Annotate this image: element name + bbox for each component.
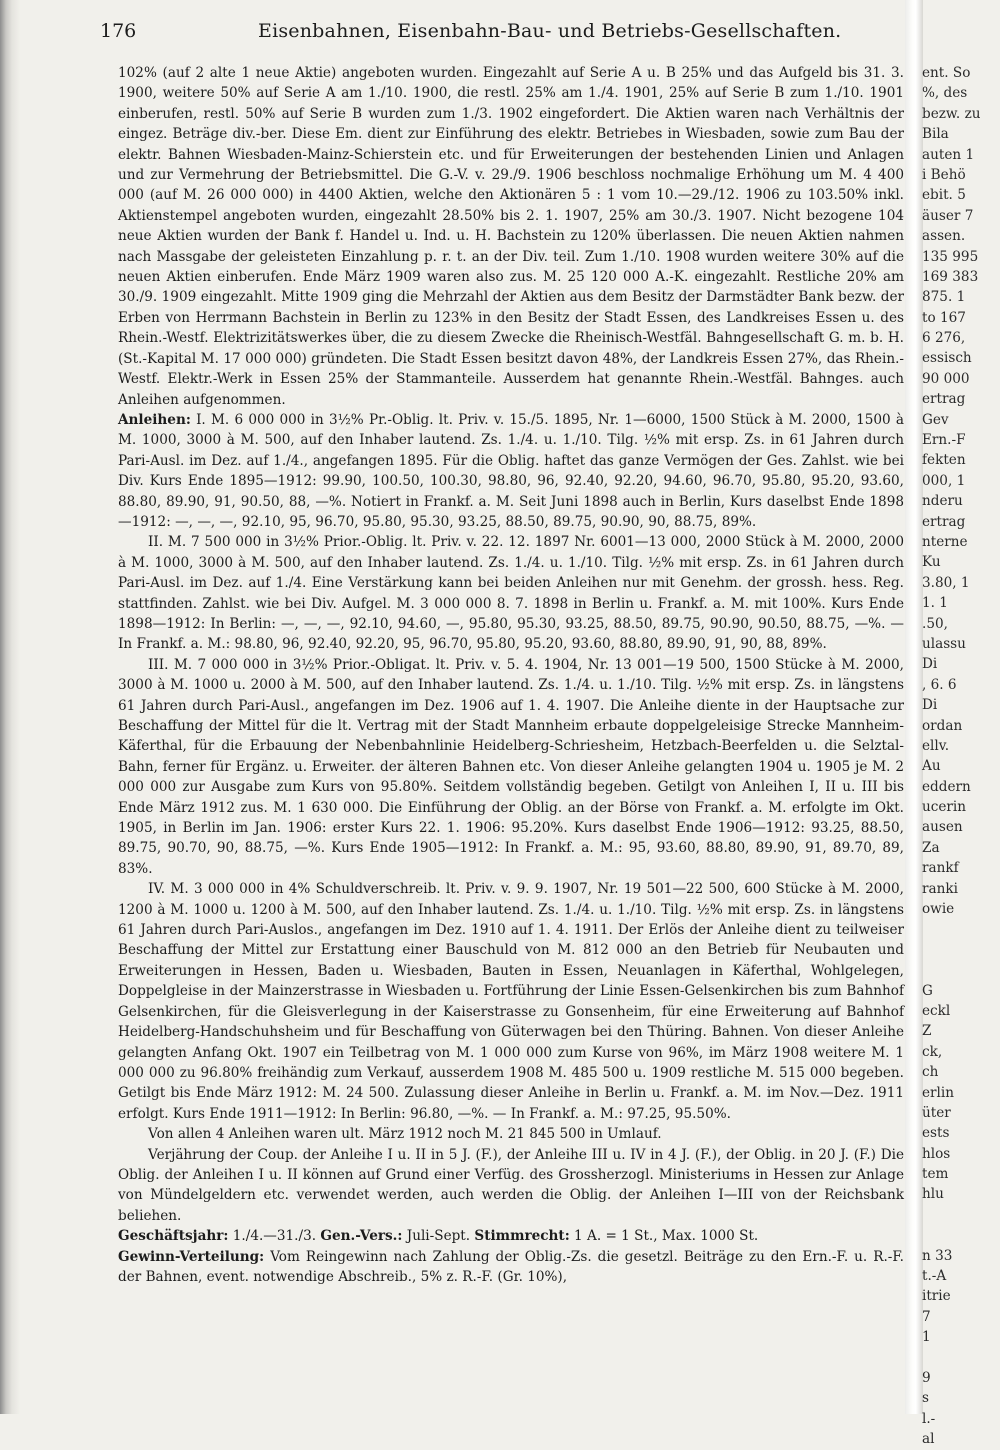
adjacent-page-fragment: essisch	[922, 350, 972, 367]
adjacent-page-fragment: 7	[922, 1308, 931, 1325]
adjacent-page-fragment: hlos	[922, 1145, 951, 1162]
adjacent-page-fragment: Gev	[922, 411, 949, 428]
paragraph	[118, 655, 904, 879]
adjacent-page-fragment: i Behö	[922, 166, 966, 183]
adjacent-page-fragment: n 33	[922, 1247, 953, 1264]
adjacent-page-fragment: Au	[922, 758, 941, 775]
adjacent-page-fragment: l.-	[922, 1410, 936, 1427]
running-header	[100, 12, 900, 46]
adjacent-page-fragment: hlu	[922, 1186, 944, 1203]
adjacent-page-fragment: ent. So	[922, 65, 971, 81]
adjacent-page-fragment: ausen	[922, 819, 963, 836]
adjacent-page-fragment: ucerin	[922, 799, 967, 816]
adjacent-page-fragment: , 6. 6	[922, 676, 957, 693]
section-label: Gen.-Vers.:	[320, 1228, 403, 1245]
adjacent-page-fragment	[922, 1348, 1000, 1368]
adjacent-page-fragment: Z	[922, 1023, 932, 1040]
adjacent-page-fragment: 9	[922, 1370, 931, 1386]
paragraph	[118, 1247, 904, 1288]
paragraph-text: IV. M. 3 000 000 in 4% Schuldverschreib. lt. Priv. v. 9. 9. 1907, Nr. 19 501—22 500, 600 Stücke à M. 2000, 1200 à M. 1000 u. 1200 à M. 500, auf den Inhaber lautend. Zs. 1./4. u. 1./10. Tilg. ½% mit ersp. Zs. in längstens 61 Jahren durch Pari-Auslos., angefangen im Dez. 1910 auf 1. 4. 1911. Der Erlös der Anleihe dient zu teilweiser Beschaffung der Mittel zur Erstattung einer Bauschuld von M. 812 000 an den Betrieb für Neubauten und Erweiterungen in Hessen, Baden u. Wiesbaden, Bauten in Essen, Neuanlagen in Käferthal, Wohlgelegen, Doppelgleise in der Mainzerstrasse in Wiesbaden u. Fortführung der Linie Essen-Gelsenkirchen bis zum Bahnhof Gelsenkirchen, für die Gleisverlegung in der Kaiserstrasse zu Gonsenheim, für eine Erweiterung auf Bahnhof Heidelberg-Handschuhsheim und für Beschaffung von Güterwagen bei den Thüring. Bahnen. Von dieser Anleihe gelangten Anfang Okt. 1907 ein Teilbetrag von M. 1 000 000 zum Kurse von 96%, im März 1908 weitere M. 1 000 000 zu 96.80% freihändig zum Verkauf, ausserdem 1908 M. 485 500 u. 1909 restliche M. 515 000 begeben. Getilgt bis Ende März 1912: M. 24 500. Zulassung dieser Anleihe in Berlin u. Frankf. a. M. im Nov.—Dez. 1911 erfolgt. Kurs Ende 1911—1912: In Berlin: 96.80, —%. — In Frankf. a. M.: 97.25, 95.50%.	[118, 881, 904, 1122]
adjacent-page-fragment: rankf	[922, 860, 959, 877]
paragraph-text: 102% (auf 2 alte 1 neue Aktie) angeboten wurden. Eingezahlt auf Serie A u. B 25% und das Aufgeld bis 31. 3. 1900, weitere 50% auf Serie A am 1./10. 1900, die restl. 25% am 1./4. 1901, 25% auf Serie B zum 1./10. 1901 einberufen, restl. 50% auf Serie B wurden zum 1./3. 1902 eingefordert. Die Aktien waren nach Verhältnis der eingez. Beträge div.-ber. Diese Em. dient zur Einführung des elektr. Betriebes in Wiesbaden, sowie zum Bau der elektr. Bahnen Wiesbaden-Mainz-Schierstein etc. und für Erweiterungen der bestehenden Linien und Anlagen und zur Vermehrung der Betriebsmittel. Die G.-V. v. 29./9. 1906 beschloss nochmalige Erhöhung um M. 4 400 000 (auf M. 26 000 000) in 4400 Aktien, welche den Aktionären 5 : 1 vom 10.—29./12. 1906 zu 103.50% inkl. Aktienstempel angeboten wurden, eingezahlt 28.50% bis 2. 1. 1907, 25% am 30./3. 1907. Nicht bezogene 104 neue Aktien wurden der Bank f. Handel u. Ind. u. H. Bachstein zu 120% überlassen. Die neuen Aktien nahmen nach Massgabe der geleisteten Einzahlung p. r. t. an der Div. teil. Zum 1./10. 1908 wurden weitere 30% auf die neuen Aktien einberufen. Ende März 1909 waren also zus. M. 25 120 000 A.-K. eingezahlt. Restliche 20% am 30./9. 1909 eingezahlt. Mitte 1909 ging die Mehrzahl der Aktien aus dem Besitz der Darmstädter Bank bezw. der Erben von Herrmann Bachstein in Berlin zu 123% in den Besitz der Stadt Essen, des Landkreises Essen u. des Rhein.-Westf. Elektrizitätswerkes über, die zu diesem Zwecke die Rheinisch-Westfäl. Bahngesellschaft G. m. b. H. (St.-Kapital M. 17 000 000) gründeten. Die Stadt Essen besitzt davon 48%, der Landkreis Essen 27%, das Rhein.-Westf. Elektr.-Werk in Essen 25% der Stammanteile. Ausserdem hat genannte Rhein.-Westfäl. Bahnges. auch Anleihen aufgenommen.	[118, 65, 904, 408]
main-text-column	[118, 63, 904, 1287]
adjacent-page-fragment: ordan	[922, 717, 963, 734]
adjacent-page-fragment: Ku	[922, 554, 941, 571]
paragraph-text: Juli-Sept.	[402, 1228, 475, 1245]
adjacent-page-fragment: Ern.-F	[922, 432, 966, 449]
adjacent-page-fragment: 875. 1	[922, 289, 966, 306]
paragraph	[118, 1145, 904, 1227]
adjacent-page-fragment: to 167	[922, 309, 966, 326]
adjacent-page-fragment: ertrag	[922, 391, 966, 408]
adjacent-page-fragment	[922, 1205, 1000, 1225]
section-label: Gewinn-Verteilung:	[118, 1248, 265, 1265]
adjacent-page-fragment: G	[922, 982, 933, 999]
paragraph	[118, 532, 904, 654]
paragraph	[118, 879, 904, 1124]
adjacent-page-fragment: t.-A	[922, 1268, 947, 1285]
adjacent-page-fragment: 6 276,	[922, 330, 966, 347]
adjacent-page-fragment	[922, 919, 1000, 939]
adjacent-page-fragment: %, des	[922, 85, 968, 102]
adjacent-page-fragment: 3.80, 1	[922, 574, 970, 591]
adjacent-page-fragment	[922, 1225, 1000, 1245]
paragraph-text: Verjährung der Coup. der Anleihe I u. II in 5 J. (F.), der Anleihe III u. IV in 4 J. (F.), der Oblig. in 20 J. (F.) Die Oblig. der Anleihen I u. II können auf Grund einer Verfüg. des Grossherzogl. Ministeriums in Hessen zur Anlage von Mündelgeldern etc. verwendet werden, auch werden die Oblig. der Anleihen I—III von der Reichsbank beliehen.	[118, 1146, 904, 1224]
adjacent-page-fragment: 1	[922, 1329, 931, 1346]
adjacent-page-fragment: Di	[922, 697, 938, 714]
adjacent-page-fragment: ebit. 5	[922, 187, 966, 204]
adjacent-page-fragment: eckl	[922, 1002, 951, 1019]
adjacent-page-fragment: .50,	[922, 615, 948, 632]
page-fold-strip	[905, 0, 923, 1414]
adjacent-page-fragment: ch	[922, 1064, 939, 1081]
paragraph	[118, 1226, 904, 1246]
adjacent-page-fragment: erlin	[922, 1084, 954, 1101]
adjacent-page-fragment: äuser 7	[922, 207, 974, 224]
adjacent-page-fragment: Bila	[922, 126, 949, 143]
adjacent-page-fragment: ests	[922, 1125, 950, 1142]
adjacent-page-fragment	[922, 940, 1000, 960]
adjacent-page-fragment: Za	[922, 839, 940, 856]
adjacent-page-fragment: 90 000	[922, 370, 970, 387]
paragraph-text: I. M. 6 000 000 in 3½% Pr.-Oblig. lt. Priv. v. 15./5. 1895, Nr. 1—6000, 1500 Stück à M. 2000, 1500 à M. 1000, 3000 à M. 500, auf den Inhaber lautend. Zs. 1./4. u. 1./10. Tilg. ½% mit ersp. Zs. in 61 Jahren durch Pari-Ausl. im Dez. auf 1./4., angefangen 1895. Für die Oblig. haftet das ganze Vermögen der Ges. Zahlst. wie bei Div. Kurs Ende 1895—1912: 99.90, 100.50, 100.30, 98.80, 96, 92.40, 92.20, 94.60, 96.70, 95.80, 95.20, 93.60, 88.80, 89.90, 91, 90.50, 88, —%. Notiert in Frankf. a. M. Seit Juni 1898 auch in Berlin, Kurs daselbst Ende 1898—1912: —, —, —, 92.10, 95, 96.70, 95.80, 95.30, 93.25, 88.50, 89.75, 90.90, 90, 88.75, 89%.	[118, 411, 904, 530]
adjacent-page-fragment: assen.	[922, 228, 966, 245]
adjacent-page-fragment: 1. 1	[922, 595, 948, 612]
adjacent-page-fragment: 135 995	[922, 248, 979, 265]
paragraph-text: II. M. 7 500 000 in 3½% Prior.-Oblig. lt. Priv. v. 22. 12. 1897 Nr. 6001—13 000, 2000 Stück à M. 2000, 2000 à M. 1000, 3000 à M. 500, auf den Inhaber lautend. Zs. 1./4. u. 1./10. Tilg. ½% mit ersp. Zs. in 61 Jahren durch Pari-Ausl. im Dez. auf 1./4. Eine Verstärkung kann bei beiden Anleihen nur mit Genehm. der grossh. hess. Reg. stattfinden. Zahlst. wie bei Div. Aufgel. M. 3 000 000 8. 7. 1898 in Berlin u. Frankf. a. M. mit 100%. Kurs Ende 1898—1912: In Berlin: —, —, —, 92.10, 94.60, —, 95.80, 95.30, 93.25, 88.50, 89.75, 90.90, 90.50, 88.75, —%. — In Frankf. a. M.: 98.80, 96, 92.40, 92.20, 95, 96.70, 95.80, 95.20, 93.60, 88.80, 89.90, 91, 90, 88, 89%.	[118, 534, 904, 653]
adjacent-page-fragment: ranki	[922, 880, 958, 897]
adjacent-page-fragment: tem	[922, 1166, 949, 1183]
paragraph	[118, 410, 904, 532]
section-label: Stimmrecht:	[474, 1228, 570, 1245]
adjacent-page-fragment: auten 1	[922, 146, 975, 163]
adjacent-page-column	[922, 63, 1000, 1448]
adjacent-page-fragment: itrie	[922, 1288, 951, 1305]
adjacent-page-fragment: ulassu	[922, 635, 966, 652]
paragraph-text: Vom Reingewinn nach Zahlung der Oblig.-Zs. die gesetzl. Beiträge zu den Ern.-F. u. R.-F. der Bahnen, event. notwendige Abschreib., 5% z. R.-F. (Gr. 10%),	[118, 1248, 904, 1285]
adjacent-page-fragment: s	[922, 1390, 929, 1407]
adjacent-page-fragment: al	[922, 1431, 935, 1448]
paragraph	[118, 1124, 904, 1144]
adjacent-page-fragment: Di	[922, 656, 938, 673]
adjacent-page-fragment: 169 383	[922, 268, 979, 285]
adjacent-page-fragment: ertrag	[922, 513, 966, 530]
adjacent-page-fragment: nterne	[922, 533, 968, 550]
paragraph-text: 1./4.—31./3.	[228, 1228, 321, 1245]
page-number: 176	[100, 20, 137, 42]
adjacent-page-fragment: owie	[922, 901, 955, 918]
adjacent-page-fragment: ck,	[922, 1043, 943, 1060]
adjacent-page-fragment: ellv.	[922, 737, 950, 754]
section-label: Geschäftsjahr:	[118, 1228, 229, 1245]
section-label: Anleihen:	[118, 411, 191, 428]
adjacent-page-fragment: eddern	[922, 778, 971, 795]
adjacent-page-fragment: 000, 1	[922, 472, 966, 489]
paragraph-text: 1 A. = 1 St., Max. 1000 St.	[569, 1228, 759, 1245]
paragraph-text: III. M. 7 000 000 in 3½% Prior.-Obligat. lt. Priv. v. 5. 4. 1904, Nr. 13 001—19 500, 1500 Stücke à M. 2000, 3000 à M. 1000 u. 2000 à M. 500, auf den Inhaber lautend. Zs. 1./4. u. 1./10. Tilg. ½% mit ersp. Zs. in längstens 61 Jahren durch Pari-Ausl., angefangen im Dez. 1906 auf 1. 4. 1907. Die Anleihe diente in der Hauptsache zur Beschaffung der Mittel für die lt. Vertrag mit der Stadt Mannheim erbaute doppelgeleisige Strecke Mannheim-Käferthal, für die Erbauung der Nebenbahnlinie Heidelberg-Schriesheim, Hetzbach-Beerfelden u. die Selztal-Bahn, ferner für Ergänz. u. Erweiter. der älteren Bahnen etc. Von dieser Anleihe gelangten 1904 u. 1905 je M. 2 000 000 zur Ausgabe zum Kurs von 95.80%. Seitdem vollständig begeben. Getilgt von Anleihen I, II u. III bis Ende März 1912 zus. M. 1 630 000. Die Einführung der Oblig. an der Börse von Frankf. a. M. erfolgte im Okt. 1905, in Berlin im Jan. 1906: erster Kurs 22. 1. 1906: 95.20%. Kurs daselbst Ende 1906—1912: 93.25, 88.50, 89.75, 90.70, 90, 88.75, —%. Kurs Ende 1905—1912: In Frankf. a. M.: 95, 93.60, 88.80, 89.90, 91, 89.70, 89, 83%.	[118, 656, 904, 877]
adjacent-page-fragment	[922, 960, 1000, 980]
adjacent-page-fragment: bezw. zu	[922, 105, 981, 122]
paragraph	[118, 63, 904, 410]
adjacent-page-fragment: üter	[922, 1104, 951, 1121]
book-spine-shadow	[0, 0, 20, 1414]
adjacent-page-fragment: fekten	[922, 452, 966, 469]
paragraph-text: Von allen 4 Anleihen waren ult. März 1912 noch M. 21 845 500 in Umlauf.	[148, 1126, 662, 1143]
adjacent-page-fragment: nderu	[922, 493, 963, 510]
running-title: Eisenbahnen, Eisenbahn-Bau- und Betriebs-Gesellschaften.	[258, 20, 842, 42]
